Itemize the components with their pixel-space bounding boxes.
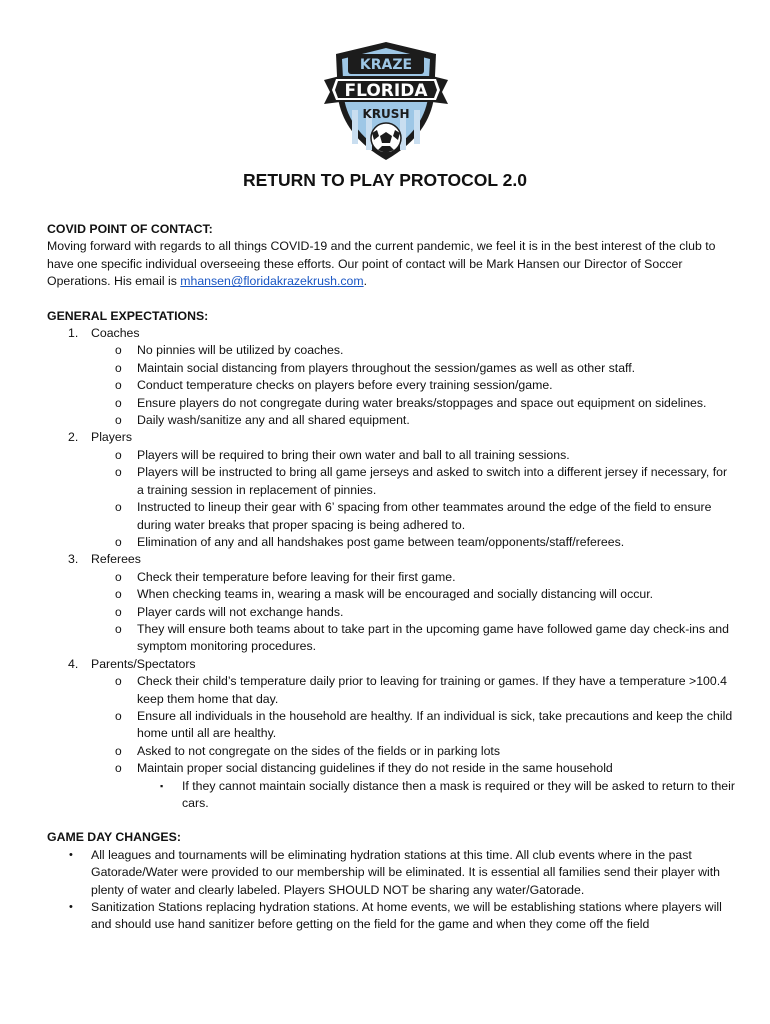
circle-bullet-icon: o (115, 395, 122, 410)
circle-bullet-icon: o (115, 465, 122, 480)
bullet-icon: • (69, 848, 73, 861)
list-item: o No pinnies will be utilized by coaches. (137, 342, 737, 359)
section-players (47, 429, 737, 446)
circle-bullet-icon: o (115, 343, 122, 358)
covid-end: . (363, 274, 368, 289)
section-coaches (47, 325, 737, 342)
list-number: 2. (68, 430, 79, 445)
list-item: o Players will be instructed to bring all game jerseys and asked to switch into a different jersey if necessary, for a training session in replacement of pinnies. (115, 465, 728, 497)
list-number: 4. (68, 656, 79, 671)
list-item: o Instructed to lineup their gear with 6’ spacing from other teammates around the edge of the field to ensure during water breaks that proper spacing is being adhered to. (115, 500, 712, 532)
circle-bullet-icon: o (115, 621, 122, 636)
list-item: o Ensure players do not congregate during water breaks/stoppages and space out equipment on sidelines. (137, 395, 737, 412)
gameday-heading: GAME DAY CHANGES: (47, 830, 181, 845)
general-heading: GENERAL EXPECTATIONS: (47, 308, 209, 323)
list-item: o Daily wash/sanitize any and all shared equipment. (137, 412, 737, 429)
circle-bullet-icon: o (115, 534, 122, 549)
circle-bullet-icon: o (115, 500, 122, 515)
circle-bullet-icon: o (115, 360, 122, 375)
covid-paragraph (47, 238, 737, 290)
circle-bullet-icon: o (115, 674, 122, 689)
document-title: RETURN TO PLAY PROTOCOL 2.0 (243, 170, 527, 190)
circle-bullet-icon: o (115, 708, 122, 723)
list-item: o Maintain social distancing from players throughout the session/games as well as other staff. (137, 360, 737, 377)
circle-bullet-icon: o (115, 743, 122, 758)
list-item: • All leagues and tournaments will be eliminating hydration stations at this time. All club events where in the past Gatorade/Water were provided to our membership will be eliminated. It is essential all families send their player with plenty of water and clearly labeled. Players SHOULD NOT be sharing any water/Gatorade. (69, 847, 721, 897)
list-item: o Conduct temperature checks on players before every training session/game. (137, 377, 737, 394)
section-label: Coaches (91, 326, 140, 341)
list-item: o Asked to not congregate on the sides of the fields or in parking lots (137, 743, 737, 760)
list-item: o Players will be required to bring their own water and ball to all training sessions. (137, 447, 737, 464)
list-item: • Sanitization Stations replacing hydration stations. At home events, we will be establishing stations where players will and should use hand sanitizer before getting on the field for the game and when they come off the field (69, 900, 722, 932)
circle-bullet-icon: o (115, 413, 122, 428)
circle-bullet-icon: o (115, 604, 122, 619)
document-body (47, 221, 737, 934)
svg-text:KRUSH: KRUSH (362, 107, 410, 121)
list-item: o Check their child’s temperature daily prior to leaving for training or games. If they have a temperature >100.4 keep them home that day. (115, 674, 727, 706)
list-number: 3. (68, 552, 79, 567)
kraze-florida-krush-logo (322, 40, 450, 164)
circle-bullet-icon: o (115, 761, 122, 776)
contact-email-link[interactable]: mhansen@floridakrazekrush.com (180, 274, 364, 289)
covid-text: Moving forward with regards to all things COVID-19 and the current pandemic, we feel it is in the best interest of the club to have one specific individual overseeing these efforts. Our point of contact will be Mark Hansen our Director of Soccer Operations. His email is (47, 239, 716, 289)
list-subitem: ▪ If they cannot maintain socially distance then a mask is required or they will be asked to return to their cars. (160, 778, 735, 810)
svg-text:FLORIDA: FLORIDA (344, 81, 428, 101)
list-item: o When checking teams in, wearing a mask will be encouraged and socially distancing will occur. (137, 586, 737, 603)
section-label: Parents/Spectators (91, 656, 196, 671)
circle-bullet-icon: o (115, 447, 122, 462)
bullet-icon: • (69, 901, 73, 914)
list-item: o Ensure all individuals in the household are healthy. If an individual is sick, take precautions and keep the child home until all are healthy. (115, 708, 733, 741)
covid-heading: COVID POINT OF CONTACT: (47, 222, 213, 236)
circle-bullet-icon: o (115, 378, 122, 393)
list-item: o They will ensure both teams about to take part in the upcoming game have followed game day check-ins and symptom monitoring procedures. (115, 621, 729, 654)
list-item: o Check their temperature before leaving for their first game. (137, 569, 737, 586)
section-label: Referees (91, 552, 141, 567)
section-parents-spectators (47, 656, 737, 673)
section-label: Players (91, 430, 133, 445)
list-item: o Player cards will not exchange hands. (137, 604, 737, 621)
svg-text:KRAZE: KRAZE (359, 57, 413, 73)
list-number: 1. (68, 326, 79, 341)
circle-bullet-icon: o (115, 569, 122, 584)
list-item: o Maintain proper social distancing guidelines if they do not reside in the same household (137, 760, 737, 777)
square-bullet-icon: ▪ (160, 780, 164, 791)
section-referees (47, 551, 737, 568)
circle-bullet-icon: o (115, 587, 122, 602)
list-item: o Elimination of any and all handshakes post game between team/opponents/staff/referees. (137, 534, 737, 551)
